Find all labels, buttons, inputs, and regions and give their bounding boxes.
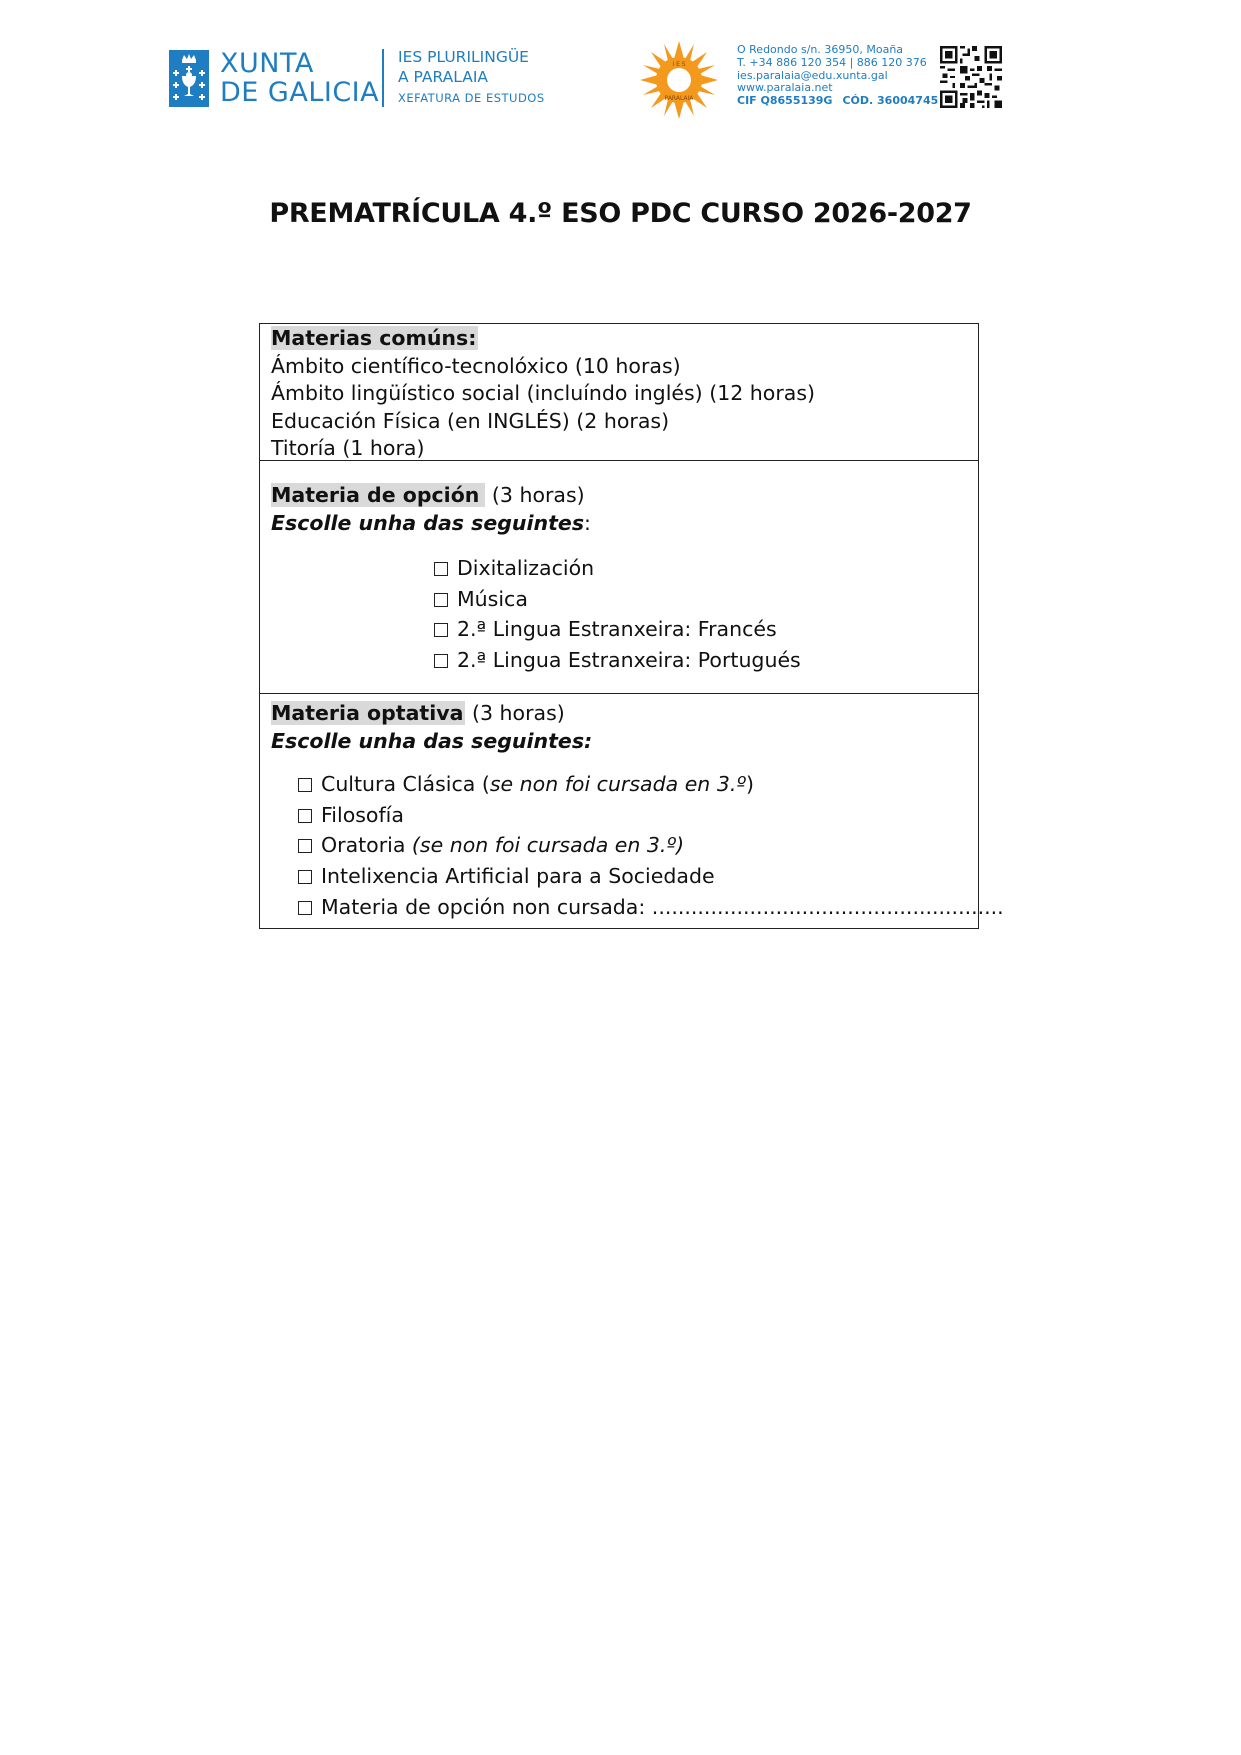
- common-subject-item: Educación Física (en INGLÉS) (2 horas): [271, 408, 670, 433]
- option-subject-heading: Materia de opción: [271, 483, 485, 507]
- checkbox-icon[interactable]: [434, 623, 448, 637]
- optional-choice-ia-sociedade[interactable]: [298, 861, 967, 892]
- option-subject-section: [260, 461, 978, 694]
- optional-choice-note: se non foi cursada en 3.º: [489, 772, 747, 797]
- checkbox-icon[interactable]: [298, 839, 312, 853]
- school-line-3: XEFATURA DE ESTUDOS: [398, 91, 545, 105]
- header-divider: [382, 49, 384, 107]
- optional-subject-heading: Materia optativa: [271, 701, 464, 725]
- optional-choice-suffix: ): [746, 772, 755, 797]
- contact-web[interactable]: www.paralaia.net: [737, 81, 833, 95]
- optional-subject-section: [260, 694, 1004, 928]
- optional-choice-label: Cultura Clásica (: [321, 772, 490, 797]
- common-subjects-heading: Materias comúns:: [271, 326, 477, 350]
- qr-code-icon: [940, 46, 1002, 108]
- option-choice-label: Dixitalización: [457, 556, 595, 581]
- optional-choice-oratoria[interactable]: [298, 830, 967, 861]
- optional-choice-label: Materia de opción non cursada:: [321, 894, 652, 919]
- optional-instruction: Escolle unha das seguintes:: [271, 728, 593, 753]
- option-subject-hours: (3 horas): [491, 483, 585, 507]
- option-choice-list: [434, 553, 967, 675]
- xunta-emblem-icon: [169, 50, 209, 107]
- school-name-block: [398, 47, 545, 109]
- common-subject-item: Titoría (1 hora): [271, 436, 425, 461]
- contact-address: O Redondo s/n. 36950, Moaña: [737, 43, 904, 56]
- contact-block: [737, 44, 938, 108]
- xunta-line-1: XUNTA: [220, 48, 314, 79]
- option-choice-dixitalizacion[interactable]: [434, 553, 967, 584]
- option-choice-frances[interactable]: [434, 614, 967, 645]
- optional-choice-label: Intelixencia Artificial para a Sociedade: [321, 863, 715, 888]
- svg-text:I E S: I E S: [672, 61, 686, 68]
- fill-in-blank[interactable]: ......................................................: [651, 894, 1004, 919]
- common-subject-item: Ámbito científico-tecnolóxico (10 horas): [271, 353, 681, 378]
- checkbox-icon[interactable]: [434, 593, 448, 607]
- contact-cif: CIF Q8655139G: [737, 94, 833, 108]
- optional-choice-list: [298, 769, 1004, 922]
- checkbox-icon[interactable]: [298, 778, 312, 792]
- option-choice-label: 2.ª Lingua Estranxeira: Francés: [457, 617, 777, 642]
- common-subjects-section: [260, 324, 978, 461]
- checkbox-icon[interactable]: [434, 654, 448, 668]
- page-header: [0, 0, 1241, 130]
- option-choice-label: 2.ª Lingua Estranxeira: Portugués: [457, 647, 801, 672]
- optional-choice-label: Filosofía: [321, 802, 404, 827]
- common-subject-item: Ámbito lingüístico social (incluíndo inglés) (12 horas): [271, 381, 816, 406]
- option-instruction-colon: :: [584, 510, 591, 535]
- contact-email[interactable]: ies.paralaia@edu.xunta.gal: [737, 68, 888, 82]
- optional-subject-hours: (3 horas): [472, 701, 565, 725]
- checkbox-icon[interactable]: [298, 870, 312, 884]
- checkbox-icon[interactable]: [434, 562, 448, 576]
- option-choice-musica[interactable]: [434, 584, 967, 615]
- svg-text:PARALAIA: PARALAIA: [664, 95, 694, 102]
- page-title: PREMATRÍCULA 4.º ESO PDC CURSO 2026-2027: [269, 198, 972, 229]
- optional-choice-label: Oratoria: [321, 833, 412, 858]
- optional-choice-filosofia[interactable]: [298, 800, 967, 831]
- school-line-2: A PARALAIA: [398, 68, 489, 86]
- checkbox-icon[interactable]: [298, 901, 312, 915]
- enrolment-form-table: [259, 323, 1004, 929]
- sun-logo-icon: [640, 41, 718, 119]
- optional-choice-note: (se non foi cursada en 3.º): [411, 833, 685, 858]
- option-choice-label: Música: [457, 586, 528, 611]
- xunta-line-2: DE GALICIA: [220, 77, 380, 108]
- contact-ids: [737, 95, 938, 108]
- optional-choice-cultura-clasica[interactable]: [298, 769, 967, 800]
- school-line-1: IES PLURILINGÜE: [398, 48, 529, 66]
- contact-phone: T. +34 886 120 354 | 886 120 376: [737, 55, 927, 69]
- checkbox-icon[interactable]: [298, 809, 312, 823]
- option-choice-portugues[interactable]: [434, 645, 967, 676]
- option-instruction: Escolle unha das seguintes: [271, 510, 585, 535]
- optional-choice-non-cursada[interactable]: [298, 892, 1004, 923]
- contact-code: CÓD. 36004745: [842, 94, 939, 108]
- xunta-wordmark: [220, 49, 379, 107]
